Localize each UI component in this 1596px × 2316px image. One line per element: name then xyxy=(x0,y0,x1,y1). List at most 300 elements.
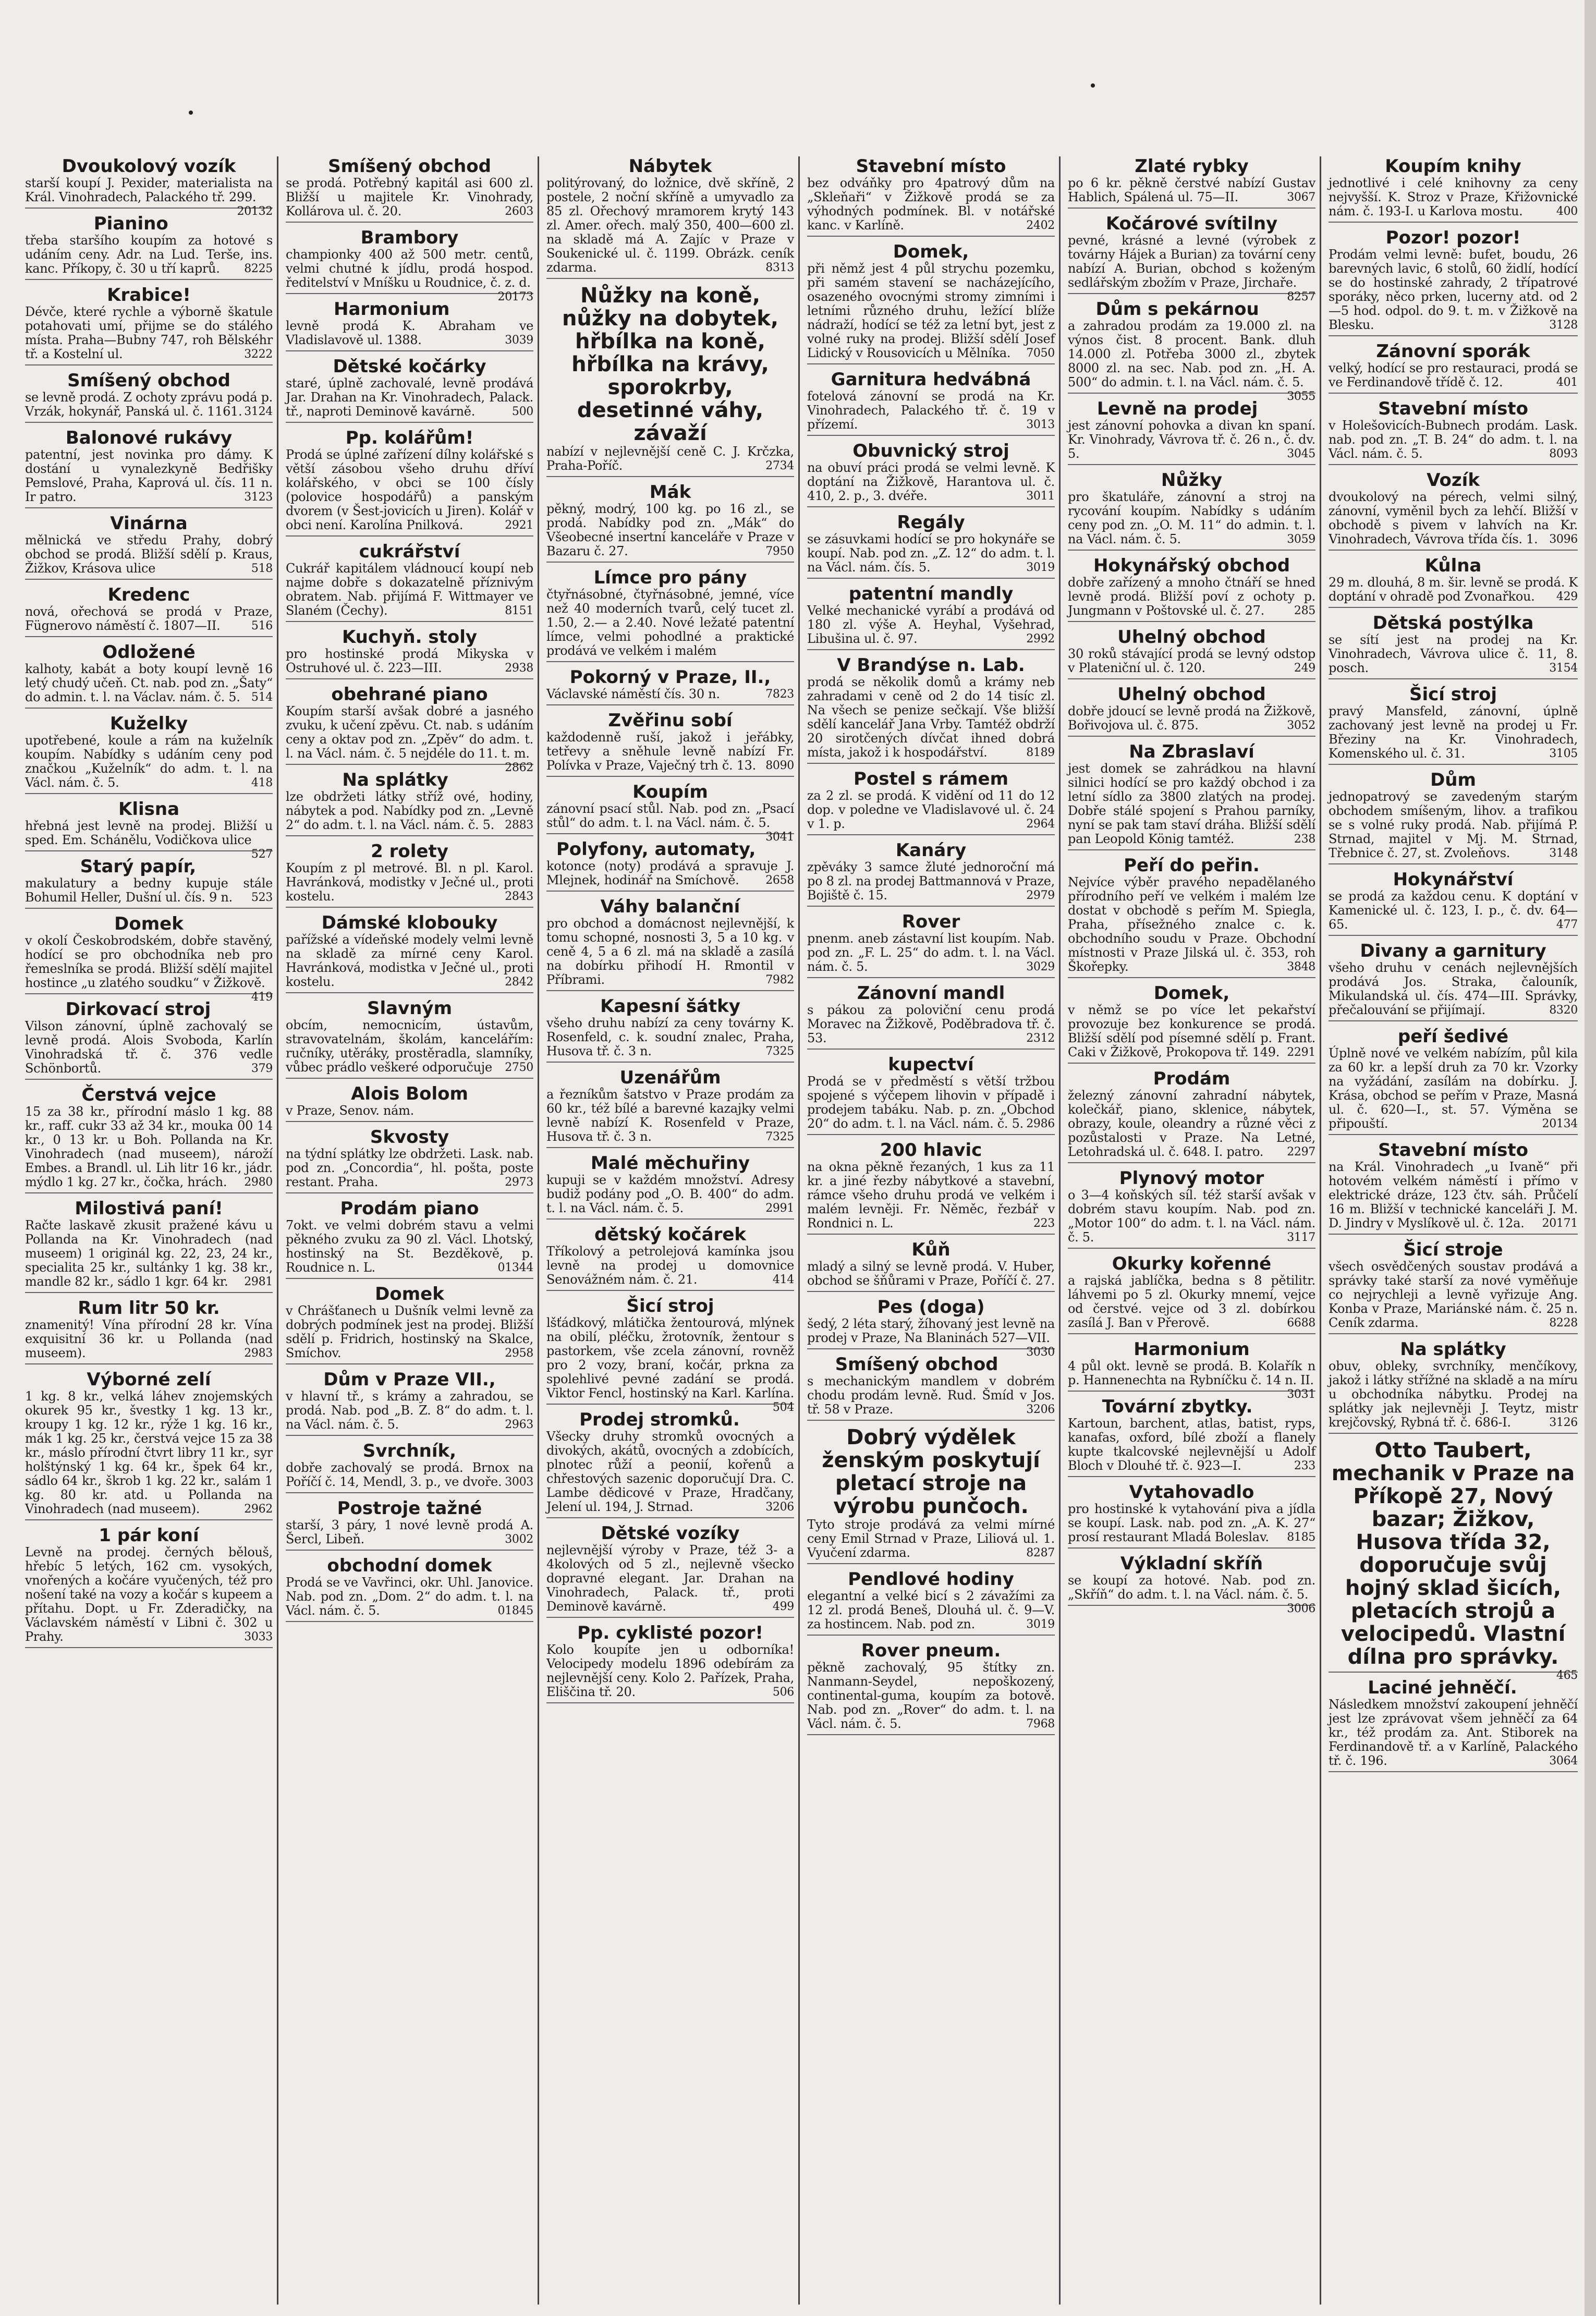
ad-text xyxy=(546,502,794,558)
ad-number: 3126 xyxy=(1549,1416,1578,1429)
ad-text xyxy=(1068,419,1315,461)
ad-title: Hokynářství xyxy=(1393,869,1514,890)
ad-number: 223 xyxy=(1033,1217,1055,1230)
ad-body: a řezníkům šatstvo v Praze prodám za 60 kr., též bílé a barevné kazajky velmi levně nabízí K. Rosenfeld v Praze, Husova tř. č. 3 n. xyxy=(546,1087,794,1144)
ad-title: Krabice! xyxy=(107,285,191,306)
ad-number: 3055 xyxy=(1287,390,1315,403)
ad-body: politýrovaný, do ložnice, dvě skříně, 2 postele, 2 noční skříně a umyvadlo za 85 zl. Ořechový mramorem krytý 143 zl. Amer. ořech. malý 350, 400—600 zl. na skladě má A. Zajíc v Praze v Soukenické ul. č. 1199. Obrázk. ceník zdarma. xyxy=(546,176,794,275)
ad-text xyxy=(286,1018,533,1075)
ad-number: 3045 xyxy=(1287,447,1315,460)
ad-title: Čerstvá vejce xyxy=(81,1084,216,1105)
ad-number: 8225 xyxy=(244,262,273,275)
ad-title: Divany a garnitury xyxy=(1360,941,1546,961)
classified-ad xyxy=(1068,983,1315,1064)
ad-title: patentní mandly xyxy=(848,583,1014,604)
ad-title: Nůžky xyxy=(1161,470,1223,491)
ad-title: Postroje tažné xyxy=(337,1498,482,1519)
classified-ad xyxy=(1329,1240,1578,1334)
ad-title: Výkladní skříň xyxy=(1120,1553,1263,1574)
classified-ad xyxy=(25,1085,273,1193)
ad-title: Domek, xyxy=(893,241,969,262)
classified-ad xyxy=(807,584,1055,650)
ad-title: Rover xyxy=(901,911,960,932)
ad-title: Mák xyxy=(649,482,691,503)
ad-number: 3052 xyxy=(1287,719,1315,732)
ad-number: 7823 xyxy=(765,688,794,701)
classified-ad xyxy=(25,857,273,909)
classified-ad xyxy=(546,482,794,563)
ad-body: championky 400 až 500 metr. centů, velmi chutné k jídlu, prodá hospod. ředitelství v Mníšku u Roudnice, č. z. d. xyxy=(286,247,533,290)
classified-ad xyxy=(546,996,794,1063)
classified-ad xyxy=(546,1225,794,1291)
classified-ad xyxy=(286,627,533,679)
ad-title: Prodej stromků. xyxy=(579,1409,740,1430)
ad-number: 01845 xyxy=(497,1604,533,1617)
classified-ad xyxy=(807,840,1055,907)
ad-text xyxy=(286,1304,533,1360)
ad-title: peří šedivé xyxy=(1397,1026,1509,1047)
classified-ad xyxy=(1068,1397,1315,1477)
ad-title: Dobrý výdělek ženským poskytují pletací stroje na výrobu punčoch. xyxy=(822,1425,1040,1518)
ad-number: 3019 xyxy=(1026,1618,1055,1631)
ad-body: se prodá. Potřebný kapitál asi 600 zl. Bližší u majitele Kr. Vinohrady, Kollárova ul. č. 20. xyxy=(286,176,533,218)
ad-body: 15 za 38 kr., přírodní máslo 1 kg. 88 kr., raff. cukr 33 až 34 kr., mouka 00 14 kr., 0 13 kr. u Boh. Pollanda na Kr. Vinohradech (nad museem), nároží Embes. a Brandl. ul. Lih litr 16 kr., jádr. mýdlo 1 kg. 27 kr., čočka, hrách. xyxy=(25,1104,273,1189)
ad-column xyxy=(21,156,278,2305)
ad-body: po 6 kr. pěkně čerstvé nabízí Gustav Hablich, Spálená ul. 75—II. xyxy=(1068,176,1315,204)
ad-title: obchodní domek xyxy=(327,1555,492,1576)
ad-number: 8320 xyxy=(1549,1004,1578,1017)
classified-ad xyxy=(286,357,533,423)
ad-body: na Král. Vinohradech „u Ivaně“ při hotovém velkém náměstí i přímo v elektrické dráze, 123 čtv. sáh. Průčelí 16 m. Bližší v technické kanceláři J. M. D. Jindry v Myslíkově ul. č. 12a. xyxy=(1329,1160,1578,1230)
ad-text xyxy=(1329,704,1578,761)
classified-ad xyxy=(546,1296,794,1414)
ad-title: Zánovní mandl xyxy=(857,983,1005,1004)
ad-number: 3124 xyxy=(244,405,273,418)
classified-ad xyxy=(25,214,273,280)
ad-body: Prodám velmi levně: bufet, boudu, 26 barevných lavic, 6 stolů, 60 židlí, hodící se do hostinské zahrady, 2 třípatrové sporáky, něco prken, lucerny atd. od 2—5 hod. odpol. do 9. t. m. v Žižkově na Blesku. xyxy=(1329,247,1578,332)
ad-text xyxy=(25,734,273,790)
ad-title: Levně na prodej xyxy=(1097,398,1258,419)
ad-title: Rover pneum. xyxy=(861,1640,1001,1661)
ad-body: se zásuvkami hodící se pro hokynáře se koupí. Nab. pod zn. „Z. 12“ do adm. t. l. na Václ. nám. čís. 5. xyxy=(807,532,1055,575)
ad-title: Milostivá paní! xyxy=(75,1198,223,1219)
ad-body: jednotlivé i celé knihovny za ceny nejvyšší. K. Stroz v Praze, Křižovnické nám. č. 193-I. u Karlova mostu. xyxy=(1329,176,1578,218)
ad-title: dětský kočárek xyxy=(594,1224,747,1245)
ad-number: 2973 xyxy=(505,1176,533,1189)
ad-text xyxy=(286,247,533,303)
ad-text xyxy=(286,319,533,347)
ad-title: Plynový motor xyxy=(1119,1168,1264,1189)
ad-body: makulatury a bedny kupuje stále Bohumil Heller, Dušní ul. čís. 9 n. xyxy=(25,876,273,905)
ad-number: 3206 xyxy=(765,1501,794,1514)
ad-title: Kočárové svítilny xyxy=(1105,213,1278,234)
ad-title: Pokorný v Praze, II., xyxy=(569,667,771,688)
ad-number: 3019 xyxy=(1026,561,1055,574)
ad-number: 477 xyxy=(1556,918,1578,931)
ad-text xyxy=(25,1389,273,1516)
ad-body: Račte laskavě zkusit pražené kávu u Pollanda na Kr. Vinohradech (nad museem) 1 originál kg. 22, 23, 24 kr., specialita 25 kr., sultánky 1 kg. 38 kr., mandle 82 kr., sádlo 1 kgr. 64 kr. xyxy=(25,1218,273,1289)
ad-body: pro škatuláře, zánovní a stroj na rycování koupím. Nabídky s udáním ceny pod zn. „O. M. 11“ do admin. t. l. na Václ. nám. č. 5. xyxy=(1068,490,1315,546)
ad-title: Pozor! pozor! xyxy=(1385,227,1521,248)
classified-ad xyxy=(286,998,533,1079)
ad-body: upotřebené, koule a rám na kuželník koupím. Nabídky s udáním ceny pod značkou „Kuželník“ do adm. t. l. na Václ. nám. č. 5. xyxy=(25,733,273,790)
ad-body: obcím, nemocnicím, ústavům, stravovatelnám, školám, kancelářím: ručníky, utěráky, prostěradla, slamníky, vůbec prádlo veškeré odporučuje xyxy=(286,1018,533,1075)
ad-title: Kůlna xyxy=(1424,555,1482,576)
ad-body: se prodá za každou cenu. K doptání v Kamenické ul. č. 123, I. p., č. dv. 64—65. xyxy=(1329,889,1578,932)
ad-text xyxy=(546,730,794,773)
ad-title: Odložené xyxy=(102,642,196,663)
ad-body: za 2 zl. se prodá. K vidění od 11 do 12 dop. v poledne ve Vladislavové ul. č. 24 v 1. p. xyxy=(807,788,1055,831)
ad-text xyxy=(807,389,1055,432)
ad-number: 401 xyxy=(1556,376,1578,389)
ad-body: na obuví práci prodá se velmi levně. K doptání na Žižkově, Harantova ul. č. 410, 2. p., 3. dvéře. xyxy=(807,460,1055,503)
classified-ad xyxy=(286,684,533,774)
ad-number: 465 xyxy=(1556,1669,1578,1682)
ad-title: Garnitura hedvábná xyxy=(831,369,1031,390)
ad-text xyxy=(807,1518,1055,1560)
classified-ad xyxy=(286,428,533,537)
ad-text xyxy=(286,1104,533,1118)
classified-ad xyxy=(1329,1439,1578,1682)
ad-number: 2862 xyxy=(505,761,533,774)
ad-number: 249 xyxy=(1294,662,1315,675)
ad-body: 4 půl okt. levně se prodá. B. Kolařík n p. Hannenechta na Rybníčku č. 14 n. II. xyxy=(1068,1359,1315,1387)
ad-number: 2983 xyxy=(244,1347,273,1360)
ad-text xyxy=(286,448,533,532)
ad-title: Harmonium xyxy=(1134,1339,1250,1360)
classified-ad xyxy=(1068,1553,1315,1615)
classified-ad xyxy=(546,667,794,705)
ad-body: v Chrášťanech u Dušník velmi levně za dobrých podmínek jest na prodej. Bližší sdělí p. Fridrich, hostinský na Skalce, Smíchov. xyxy=(286,1303,533,1360)
ad-number: 3848 xyxy=(1287,960,1315,973)
ad-title: Výborné zelí xyxy=(87,1369,211,1390)
ad-title: Kapesní šátky xyxy=(600,996,740,1017)
ad-number: 3067 xyxy=(1287,191,1315,204)
ad-text xyxy=(25,819,273,861)
ad-number: 2734 xyxy=(765,459,794,472)
ad-body: Vilson zánovní, úplně zachovalý se levně prodá. Alois Svoboda, Karlín Vinohradská tř. č. 376 vedle Schönbortů. xyxy=(25,1019,273,1076)
classified-ad xyxy=(1329,941,1578,1021)
classified-ad xyxy=(1068,299,1315,403)
classified-ad xyxy=(286,542,533,622)
ad-text xyxy=(1068,1573,1315,1615)
ad-text xyxy=(546,1643,794,1699)
classified-ad xyxy=(1329,1339,1578,1434)
ad-text xyxy=(807,1317,1055,1359)
ad-body: pravý Mansfeld, zánovní, úplně zachovaný jest levně na prodej u Fr. Březiny na Kr. Vinohradech, Komenského ul. č. 31. xyxy=(1329,704,1578,761)
classified-ad xyxy=(546,1153,794,1220)
classified-ad xyxy=(286,299,533,351)
ad-text xyxy=(807,532,1055,575)
classified-ad xyxy=(286,1498,533,1551)
ad-title: 200 hlavic xyxy=(880,1140,982,1161)
classified-ad xyxy=(25,585,273,637)
ad-title: Dirkovací stroj xyxy=(65,999,211,1020)
ad-title: Uhelný obchod xyxy=(1117,627,1266,648)
classified-ad xyxy=(25,799,273,861)
ad-number: 2312 xyxy=(1026,1032,1055,1045)
classified-ad xyxy=(807,1240,1055,1292)
ad-body: Koupím starší avšak dobré a jasného zvuku, k učení zpěvu. Ct. nab. s udáním ceny a oktav pod zn. „Zpěv“ do adm. t. l. na Václ. nám. č. 5 nejdéle do 11. t. m. xyxy=(286,704,533,761)
classified-ad xyxy=(1068,742,1315,850)
ad-number: 3148 xyxy=(1549,847,1578,860)
ad-column xyxy=(1064,156,1321,2305)
newspaper-ad-page xyxy=(21,156,1585,2305)
classified-ad xyxy=(1068,627,1315,679)
ad-text xyxy=(286,790,533,832)
ad-body: s mechanickým mandlem v dobrém chodu prodám levně. Rud. Šmíd v Jos. tř. 58 v Praze. xyxy=(807,1374,1055,1417)
ad-body: 7okt. ve velmi dobrém stavu a velmi pěkného zvuku za 90 zl. Václ. Lhotský, hostinský na St. Bezděkově, p. Roudnice n. L. xyxy=(286,1218,533,1275)
classified-ad xyxy=(25,1199,273,1293)
ad-text xyxy=(1068,1274,1315,1330)
ad-title: Šicí stroje xyxy=(1403,1239,1503,1260)
ad-body: starší koupí J. Pexider, materialista na Král. Vinohradech, Palackého tř. 299. xyxy=(25,176,273,204)
ad-title: Pp. kolářům! xyxy=(345,428,474,448)
ad-title: Na splátky xyxy=(1400,1339,1506,1360)
classified-ad xyxy=(546,1623,794,1703)
ad-body: pro hostinské k vytahování piva a jídla se koupí. Lask. nab. pod zn. „A. K. 27“ prosí restaurant Mladá Boleslav. xyxy=(1068,1502,1315,1544)
classified-ad xyxy=(546,1410,794,1518)
classified-ad xyxy=(546,156,794,279)
ad-body: Nejvíce výběr pravého nepadělaného přírodního peří ve velkém i malém lze dostat v obchodě s peřím M. Spiegla, Praha, přísežného znalce c. k. obchodního soudu v Praze. Obchodní místnosti v Praze Jilská ul. č. 353, roh Škořepky. xyxy=(1068,875,1315,974)
ad-number: 7050 xyxy=(1026,347,1055,360)
ad-number: 2921 xyxy=(505,519,533,532)
ad-text xyxy=(1068,1188,1315,1245)
ad-text xyxy=(1329,1698,1578,1768)
ad-text xyxy=(807,1260,1055,1288)
ad-number: 8189 xyxy=(1026,746,1055,759)
ad-title: Dětské kočárky xyxy=(333,356,486,377)
ad-body: Kartoun, barchent, atlas, batist, ryps, kanafas, oxford, bílé zboží a flanely kupte tkalcovské nejlevnější u Adolf Bloch v Dlouhé tř. č. 923—I. xyxy=(1068,1416,1315,1473)
classified-ad xyxy=(807,1426,1055,1564)
classified-ad xyxy=(1068,1168,1315,1249)
ad-column xyxy=(282,156,539,2305)
classified-ad xyxy=(546,568,794,662)
ad-body: 30 roků stávající prodá se levný odstop v Plateniční ul. č. 120. xyxy=(1068,647,1315,675)
ad-text xyxy=(1068,1359,1315,1401)
ad-text xyxy=(1329,1160,1578,1230)
ad-title: Stavební místo xyxy=(1378,1140,1528,1161)
ad-text xyxy=(807,176,1055,233)
ad-title: Balonové rukávy xyxy=(65,428,233,448)
classified-ad xyxy=(1068,856,1315,978)
ad-number: 3154 xyxy=(1549,662,1578,675)
ad-text xyxy=(546,176,794,275)
classified-ad xyxy=(1329,1678,1578,1772)
ad-text xyxy=(1068,762,1315,846)
classified-ad xyxy=(286,1127,533,1193)
ad-body: kotonce (noty) prodává a spravuje J. Mlejnek, hodinář na Smíchově. xyxy=(546,859,794,887)
ad-body: znamenitý! Vína přírodní 28 kr. Vína exquisitní 36 kr. u Pollanda (nad museem). xyxy=(25,1318,273,1360)
ad-number: 2981 xyxy=(244,1275,273,1288)
ad-title: obehrané piano xyxy=(331,684,488,705)
ad-title: Malé měchuřiny xyxy=(590,1153,750,1174)
ad-number: 2958 xyxy=(505,1347,533,1360)
ad-text xyxy=(807,932,1055,974)
ad-title: Brambory xyxy=(360,227,459,248)
classified-ad xyxy=(807,441,1055,507)
ad-number: 20134 xyxy=(1542,1117,1578,1130)
ad-body: Cukrář kapitálem vládnoucí koupí neb najme dobře s dokazatelně příznivým obratem. Nab. přijímá F. Wittmayer ve Slaném (Čechy). xyxy=(286,561,533,618)
ink-speck xyxy=(1091,83,1095,88)
classified-ad xyxy=(25,514,273,580)
ad-text xyxy=(286,562,533,618)
ad-body: dvoukolový na pérech, velmi silný, zánovní, vyměnil bych za lehčí. Bližší v obchodě s pivem v lahvích na Kr. Vinohradech, Vávrova třída čís. 1. xyxy=(1329,490,1578,546)
ad-text xyxy=(807,860,1055,903)
classified-ad xyxy=(1068,556,1315,622)
ad-number: 3011 xyxy=(1026,490,1055,503)
classified-ad xyxy=(286,156,533,223)
ad-body: třeba staršího koupím za hotové s udáním ceny. Adr. na Lud. Terše, ins. kanc. Příkopy, č. 30 u tří kaprů. xyxy=(25,233,273,276)
ad-body: Všecky druhy stromků ovocných a divokých, akátů, ovocných a zdobících, plnotec růží a peonií, kořenů a chřestových sazenic doporučují Dra. C. Lambe dědicové v Praze, Hradčany, Jelení ul. 194, J. Strnad. xyxy=(546,1429,794,1514)
ad-number: 7950 xyxy=(765,545,794,558)
ad-number: 3033 xyxy=(244,1630,273,1643)
ad-text xyxy=(1068,233,1315,303)
ad-title: Dvoukolový vozík xyxy=(62,156,236,177)
ad-text xyxy=(546,1315,794,1414)
ad-number: 2964 xyxy=(1026,818,1055,831)
ad-body: jest zánovní pohovka a divan kn spaní. Kr. Vinohrady, Vávrova tř. č. 26 n., č. dv. 5. xyxy=(1068,418,1315,461)
ad-body: lze obdržeti látky stříž ové, hodiny, nábytek a pod. Nabídky pod zn. „Levně 2“ do adm. t. l. na Václ. nám. č. 5. xyxy=(286,789,533,832)
ad-text xyxy=(546,1430,794,1514)
ad-text xyxy=(1068,704,1315,733)
classified-ad xyxy=(286,770,533,836)
classified-ad xyxy=(1068,1069,1315,1163)
classified-ad xyxy=(546,897,794,991)
ad-text xyxy=(546,1088,794,1144)
ad-body: Kolo koupíte jen u odborníka! Velocipedy modelu 1896 odebírám za nejlevnější ceny. Kolo 2. Pařízek, Praha, Eliščina tř. 20. xyxy=(546,1642,794,1699)
ad-number: 233 xyxy=(1294,1459,1315,1472)
classified-ad xyxy=(1068,1254,1315,1334)
classified-ad xyxy=(807,983,1055,1050)
ad-title: Koupím knihy xyxy=(1385,156,1521,177)
ad-title: Dětská postýlka xyxy=(1372,613,1534,633)
ad-number: 504 xyxy=(772,1401,794,1414)
ad-title: Dámské klobouky xyxy=(321,912,498,933)
ad-body: všeho druhu nabízí za ceny továrny K. Rosenfeld, c. k. soudní znalec, Praha, Husova tř. č. 3 n. xyxy=(546,1016,794,1058)
ad-number: 3013 xyxy=(1026,418,1055,431)
ad-text xyxy=(1329,361,1578,389)
ad-text xyxy=(286,1389,533,1432)
classified-ad xyxy=(25,285,273,365)
ad-number: 8287 xyxy=(1026,1546,1055,1559)
ad-text xyxy=(25,933,273,1004)
classified-ad xyxy=(286,1556,533,1622)
ad-body: na okna pěkně řezaných, 1 kus za 11 kr. a jiné řezby nábytkové a stavební, rámce všeho druhu prodá ve velkém i malém levněji. Fr. Něměc, řezbář v Rondnici n. L. xyxy=(807,1160,1055,1230)
ad-title: Váhy balanční xyxy=(600,896,740,917)
ad-title: Pendlové hodiny xyxy=(848,1569,1014,1590)
ad-title: Dům xyxy=(1430,770,1476,790)
ad-number: 418 xyxy=(251,776,273,789)
ad-number: 3128 xyxy=(1549,319,1578,332)
ad-title: Kuželky xyxy=(109,713,188,734)
ad-text xyxy=(286,376,533,419)
ad-text xyxy=(807,789,1055,831)
ad-title: Vytahovadlo xyxy=(1129,1482,1254,1503)
ad-number: 3030 xyxy=(1026,1346,1055,1359)
ad-text xyxy=(1329,633,1578,675)
classified-ad xyxy=(807,655,1055,764)
ad-number: 506 xyxy=(772,1686,794,1699)
ad-body: Prodá se úplné zařízení dílny kolářské s větší zásobou všeho druhu dříví kolářského, v obci se 100 čísly (polovice hospodářů) a panským dvorem (v Šest-jovicích u Jiren). Kolář v obci není. Karolína Pnilková. xyxy=(286,447,533,532)
ad-body: mělnická ve středu Prahy, dobrý obchod se prodá. Bližší sdělí p. Kraus, Žižkov, Krásova ulice xyxy=(25,533,273,576)
ad-number: 516 xyxy=(251,619,273,632)
ad-text xyxy=(807,1374,1055,1417)
ad-number: 3117 xyxy=(1287,1231,1315,1244)
ad-number: 499 xyxy=(772,1600,794,1613)
classified-ad xyxy=(286,842,533,908)
ad-title: Smíšený obchod xyxy=(328,156,491,177)
ad-number: 238 xyxy=(1294,833,1315,846)
ad-body: dobře zachovalý se prodá. Brnox na Poříčí č. 14, Mendl, 3. p., ve dvoře. xyxy=(286,1460,533,1489)
ad-text xyxy=(25,662,273,704)
ad-number: 414 xyxy=(772,1273,794,1286)
ad-text xyxy=(25,391,273,419)
ad-title: Obuvnický stroj xyxy=(852,441,1009,461)
ad-body: levně prodá K. Abraham ve Vladislavově ul. 1388. xyxy=(286,319,533,347)
classified-ad xyxy=(1329,228,1578,336)
ad-text xyxy=(25,533,273,576)
ad-text xyxy=(1068,1417,1315,1473)
classified-ad xyxy=(1068,1339,1315,1401)
ad-text xyxy=(286,647,533,675)
ad-body: kupuji se v každém množství. Adresy budiž podány pod „O. B. 400“ do adm. t. l. na Václ. nám. č. 5. xyxy=(546,1173,794,1215)
ad-text xyxy=(807,1075,1055,1131)
ad-text xyxy=(286,176,533,218)
classified-ad xyxy=(807,1355,1055,1421)
ad-number: 8313 xyxy=(765,261,794,274)
ad-body: pěkně zachovalý, 95 štítky zn. Nanmann-Seydel, nepoškozený, continental-guma, koupím za botově. Nab. pod zn. „Rover“ do adm. t. l. na Václ. nám. č. 5. xyxy=(807,1660,1055,1731)
ad-title: Slavným xyxy=(367,998,453,1019)
ad-body: elegantní a velké bicí s 2 závažími za 12 zl. prodá Beneš, Dlouhá ul. č. 9—V. za hostincem. Nab. pod zn. xyxy=(807,1589,1055,1631)
ad-text xyxy=(25,1019,273,1076)
ad-number: 2963 xyxy=(505,1418,533,1431)
ad-body: o 3—4 koňských síl. též starší avšak v dobrém stavu koupím. Nab. pod zn. „Motor 100“ do adm. t. l. na Václ. nám. č. 5. xyxy=(1068,1188,1315,1245)
ad-text xyxy=(546,445,794,473)
classified-ad xyxy=(1329,556,1578,608)
ad-body: fotelová zánovní se prodá na Kr. Vinohradech, Palackého tř. č. 19 v přízemí. xyxy=(807,389,1055,432)
ad-body: s pákou za poloviční cenu prodá Moravec na Žižkově, Poděbradova tř. č. 53. xyxy=(807,1003,1055,1045)
ad-number: 3029 xyxy=(1026,960,1055,973)
ad-body: a zahradou prodám za 19.000 zl. na výnos čist. 8 procent. Bank. dluh 14.000 zl. Potřeba 3000 zl., zbytek 8000 zl. na sec. Nab. pod zn. „H. A. 500“ do admin. t. l. na Václ. nám. č. 5. xyxy=(1068,319,1315,389)
ad-title: Laciné jehněčí. xyxy=(1368,1677,1517,1698)
classified-ad xyxy=(807,1297,1055,1359)
classified-ad xyxy=(1068,685,1315,737)
ad-title: Uhelný obchod xyxy=(1117,684,1266,705)
classified-ad xyxy=(546,782,794,844)
ad-body: Koupím z pl metrové. Bl. n pl. Karol. Havránková, modistky v Ječné ul., proti kostelu. xyxy=(286,861,533,904)
ad-title: Tovární zbytky. xyxy=(1102,1396,1253,1417)
ad-title: Nábytek xyxy=(628,156,712,177)
classified-ad xyxy=(286,1441,533,1493)
ad-text xyxy=(807,262,1055,360)
ad-number: 8151 xyxy=(505,604,533,617)
classified-ad xyxy=(807,370,1055,436)
ad-number: 3006 xyxy=(1287,1602,1315,1615)
ad-title: 2 rolety xyxy=(371,841,448,862)
ad-text xyxy=(1329,176,1578,218)
ad-number: 2843 xyxy=(505,890,533,903)
ad-title: Vinárna xyxy=(110,513,188,534)
ad-title: Nůžky na koně, nůžky na dobytek, hřbílka na koně, hřbílka na krávy, sporokrby, desetinné váhy, závaží xyxy=(562,284,779,445)
ad-body: na týdní splátky lze obdržeti. Lask. nab. pod zn. „Concordia“, hl. pošta, poste restant. Praha. xyxy=(286,1147,533,1189)
ad-title: Dům s pekárnou xyxy=(1095,299,1259,320)
ad-title: Smíšený obchod xyxy=(67,370,230,391)
ad-text xyxy=(25,305,273,361)
ad-text xyxy=(1068,1089,1315,1159)
ad-text xyxy=(1329,961,1578,1017)
ad-number: 2291 xyxy=(1287,1046,1315,1059)
